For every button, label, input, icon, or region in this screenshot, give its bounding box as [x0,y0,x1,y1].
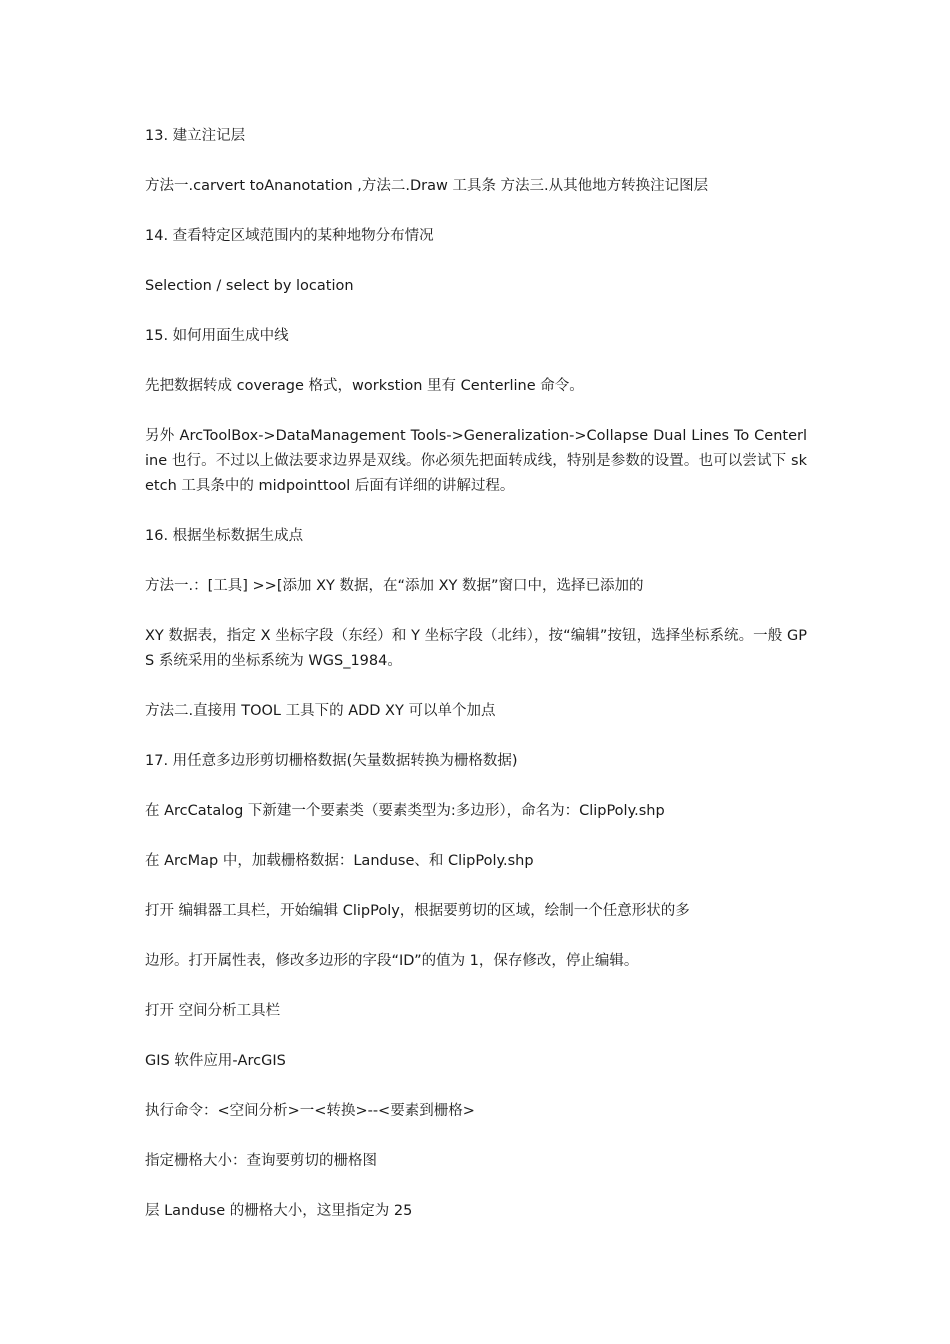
heading-16: 16. 根据坐标数据生成点 [145,528,304,544]
heading-15: 15. 如何用面生成中线 [145,328,289,344]
paragraph: 在 ArcMap 中，加载栅格数据：Landuse、和 ClipPoly.shp [145,853,534,869]
paragraph: 在 ArcCatalog 下新建一个要素类（要素类型为:多边形），命名为：ClipPoly.shp [145,803,665,819]
heading-17: 17. 用任意多边形剪切栅格数据(矢量数据转换为栅格数据) [145,753,518,769]
paragraph: 方法二.直接用 TOOL 工具下的 ADD XY 可以单个加点 [145,703,496,719]
paragraph: 边形。打开属性表，修改多边形的字段“ID”的值为 1，保存修改，停止编辑。 [145,953,639,969]
paragraph: 方法一.：[工具] >>[添加 XY 数据，在“添加 XY 数据”窗口中，选择已添加的 [145,578,644,594]
heading-13: 13. 建立注记层 [145,128,246,144]
paragraph: 打开 编辑器工具栏，开始编辑 ClipPoly，根据要剪切的区域，绘制一个任意形状的多 [145,903,690,919]
paragraph: 另外 ArcToolBox->DataManagement Tools->Generalization->Collapse Dual Lines To Centerline 也行。不过以上做法要求边界是双线。你必须先把面转成线，特别是参数的设置。也可以尝试下 sketch 工具条中的 midpointtool 后面有详细的讲解过程。 [145,428,807,494]
paragraph: 先把数据转成 coverage 格式，workstion 里有 Centerline 命令。 [145,378,584,394]
paragraph: GIS 软件应用-ArcGIS [145,1053,286,1069]
paragraph: 层 Landuse 的栅格大小，这里指定为 25 [145,1203,413,1219]
heading-14: 14. 查看特定区域范围内的某种地物分布情况 [145,228,434,244]
paragraph: 执行命令：<空间分析>一<转换>--<要素到栅格> [145,1103,475,1119]
paragraph: 指定栅格大小：查询要剪切的栅格图 [145,1153,377,1169]
paragraph: XY 数据表，指定 X 坐标字段（东经）和 Y 坐标字段（北纬），按“编辑”按钮，选择坐标系统。一般 GPS 系统采用的坐标系统为 WGS_1984。 [145,628,807,669]
paragraph: 方法一.carvert toAnanotation ,方法二.Draw 工具条 方法三.从其他地方转换注记图层 [145,178,709,194]
paragraph: Selection / select by location [145,278,354,294]
document-body [145,124,807,1249]
paragraph: 打开 空间分析工具栏 [145,1003,281,1019]
